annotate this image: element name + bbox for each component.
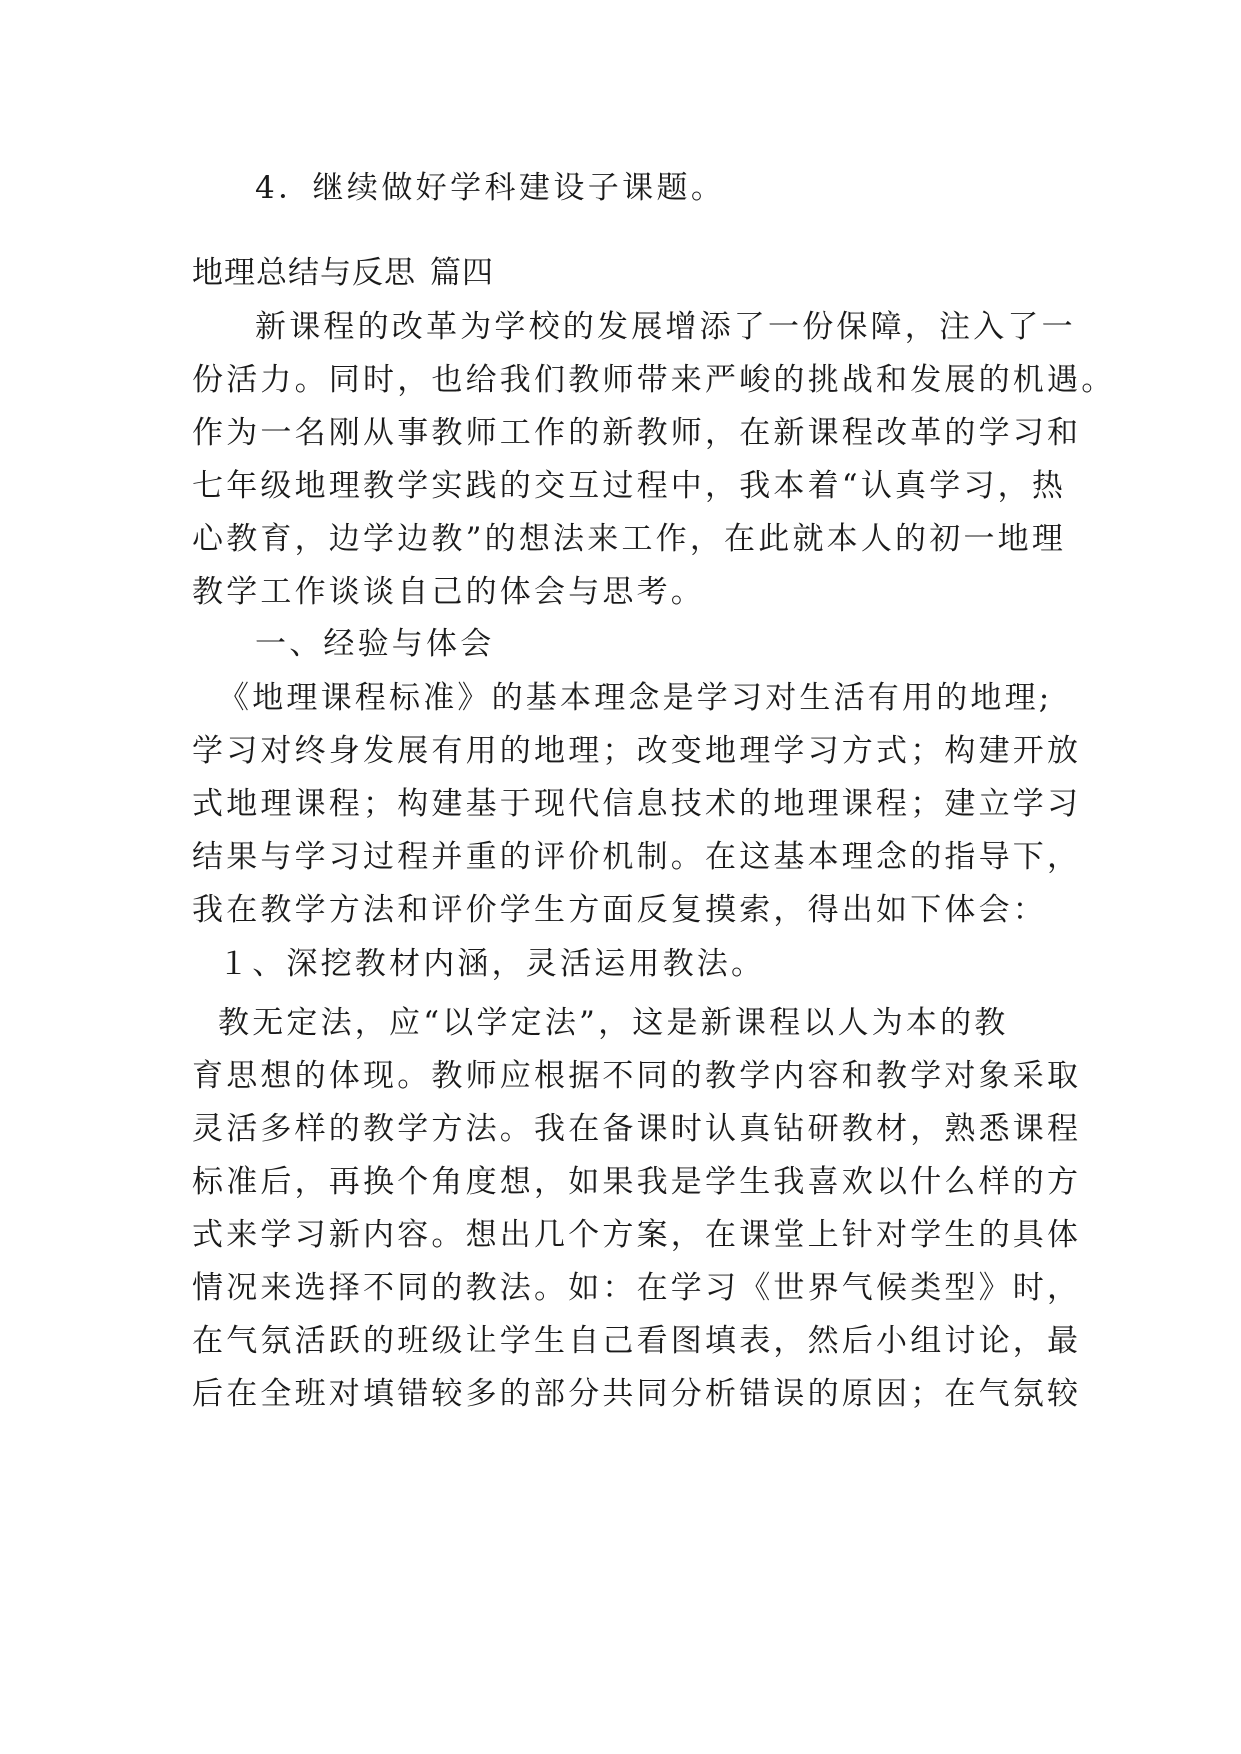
paragraph-line: 教无定法，应“以学定法”，这是新课程以人为本的教: [218, 1005, 1009, 1041]
paragraph-line: 七年级地理教学实践的交互过程中，我本着“认真学习，热: [192, 468, 1067, 504]
paragraph-line: 教学工作谈谈自己的体会与思考。: [192, 574, 705, 610]
paragraph-line: 灵活多样的教学方法。我在备课时认真钻研教材，熟悉课程: [192, 1111, 1082, 1147]
numbered-point: １、深挖教材内涵，灵活运用教法。: [218, 946, 766, 982]
list-item-4: 4．继续做好学科建设子课题。: [255, 170, 726, 206]
paragraph-line: 式地理课程；构建基于现代信息技术的地理课程；建立学习: [192, 786, 1082, 822]
paragraph-line: 标准后，再换个角度想，如果我是学生我喜欢以什么样的方: [192, 1164, 1082, 1200]
paragraph-line: 结果与学习过程并重的评价机制。在这基本理念的指导下，: [192, 839, 1082, 875]
paragraph-line: 在气氛活跃的班级让学生自己看图填表，然后小组讨论，最: [192, 1323, 1082, 1359]
section-heading: [192, 253, 1062, 293]
paragraph-line: 我在教学方法和评价学生方面反复摸索，得出如下体会：: [192, 892, 1047, 928]
section-part: 篇四: [430, 255, 494, 291]
subheading: 一、经验与体会: [255, 626, 495, 662]
paragraph-line: 学习对终身发展有用的地理；改变地理学习方式；构建开放: [192, 733, 1082, 769]
paragraph-line: 作为一名刚从事教师工作的新教师，在新课程改革的学习和: [192, 415, 1082, 451]
paragraph-line: 份活力。同时，也给我们教师带来严峻的挑战和发展的机遇。: [192, 362, 1116, 398]
section-title: 地理总结与反思: [192, 255, 416, 291]
paragraph-line: 《地理课程标准》的基本理念是学习对生活有用的地理;: [218, 680, 1053, 716]
paragraph-line: 情况来选择不同的教法。如：在学习《世界气候类型》时，: [192, 1270, 1082, 1306]
paragraph-line: 式来学习新内容。想出几个方案，在课堂上针对学生的具体: [192, 1217, 1082, 1253]
paragraph-line: 新课程的改革为学校的发展增添了一份保障，注入了一: [255, 309, 1076, 345]
paragraph-line: 心教育，边学边教”的想法来工作，在此就本人的初一地理: [192, 521, 1067, 557]
paragraph-line: 育思想的体现。教师应根据不同的教学内容和教学对象采取: [192, 1058, 1082, 1094]
paragraph-line: 后在全班对填错较多的部分共同分析错误的原因；在气氛较: [192, 1376, 1082, 1412]
